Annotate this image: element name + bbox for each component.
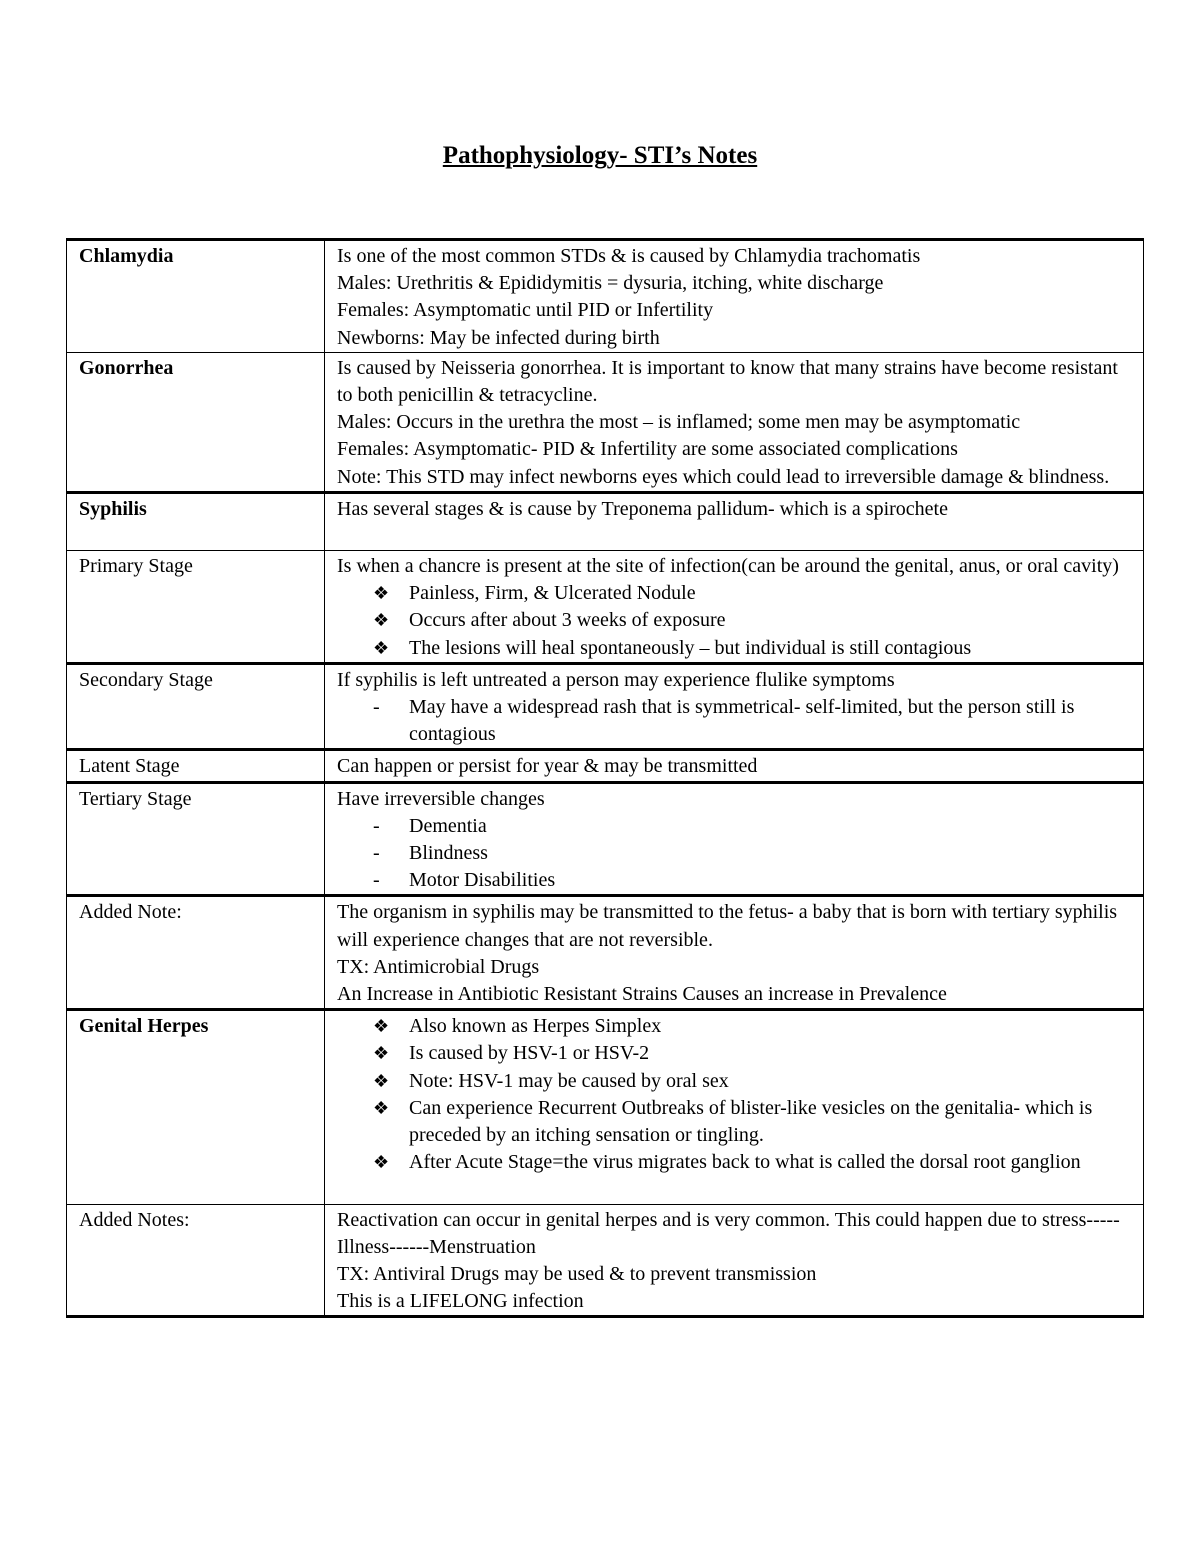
list-item: - May have a widespread rash that is symmetrical- self-limited, but the person still is contagious [373, 696, 1075, 746]
page-title: Pathophysiology- STI’s Notes [442, 142, 758, 169]
text-line: Is caused by Neisseria gonorrhea. It is important to know that many strains have become resistant to both penicillin & tetracycline. [337, 356, 1118, 407]
row-content [325, 1204, 1144, 1317]
row-content [325, 492, 1144, 550]
diamond-bullet-icon: ❖ [373, 1097, 390, 1118]
dash-list [337, 813, 1133, 895]
text-line: Is when a chancre is present at the site of infection(can be around the genital, anus, or oral cavity) [337, 555, 1119, 578]
diamond-bullet-icon: ❖ [373, 610, 390, 631]
row-content [325, 240, 1144, 353]
table-row-latent-stage [67, 750, 1144, 782]
row-content [325, 896, 1144, 1010]
list-item: ❖ Can experience Recurrent Outbreaks of blister-like vesicles on the genitalia- which is preceded by an itching sensation or tingling. [373, 1096, 1093, 1147]
row-label: Primary Stage [67, 551, 325, 664]
text-line: Note: This STD may infect newborns eyes which could lead to irreversible damage & blindness. [337, 465, 1110, 488]
row-label: Tertiary Stage [67, 782, 325, 896]
text-line: Newborns: May be infected during birth [337, 326, 660, 349]
text-line: Females: Asymptomatic- PID & Infertility are some associated complications [337, 438, 958, 461]
row-content [325, 551, 1144, 664]
table-row-genital-herpes [67, 1010, 1144, 1204]
dash-bullet: - [373, 842, 380, 865]
row-label: Chlamydia [67, 240, 325, 353]
dash-bullet: - [373, 814, 380, 837]
text-line: Has several stages & is cause by Treponema pallidum- which is a spirochete [337, 497, 948, 520]
text-line: Can happen or persist for year & may be transmitted [337, 755, 758, 778]
dash-list [337, 694, 1133, 748]
text-line: An Increase in Antibiotic Resistant Strains Causes an increase in Prevalence [337, 983, 947, 1006]
table-row-primary-stage [67, 551, 1144, 664]
text-line: This is a LIFELONG infection [337, 1290, 584, 1313]
row-label: Added Notes: [67, 1204, 325, 1317]
text-line: Reactivation can occur in genital herpes and is very common. This could happen due to stress-----Illness------Menstruation [337, 1208, 1120, 1258]
text-line: If syphilis is left untreated a person may experience flulike symptoms [337, 668, 895, 691]
row-label: Latent Stage [67, 750, 325, 782]
text-line: TX: Antiviral Drugs may be used & to prevent transmission [337, 1262, 817, 1285]
list-item: ❖ The lesions will heal spontaneously – but individual is still contagious [337, 635, 1133, 662]
row-content [325, 1010, 1144, 1204]
table-row-added-notes [67, 1204, 1144, 1317]
text-line: Is one of the most common STDs & is caused by Chlamydia trachomatis [337, 245, 921, 267]
row-content [325, 782, 1144, 896]
list-item: ❖ Note: HSV-1 may be caused by oral sex [337, 1068, 1133, 1095]
diamond-bullet-icon: ❖ [373, 1016, 390, 1037]
list-item: ❖ After Acute Stage=the virus migrates back to what is called the dorsal root ganglion [337, 1149, 1133, 1176]
row-label: Gonorrhea [67, 352, 325, 492]
row-label: Syphilis [67, 492, 325, 550]
text-line: Females: Asymptomatic until PID or Infertility [337, 299, 714, 322]
bullet-list [337, 580, 1133, 662]
list-item: ❖ Occurs after about 3 weeks of exposure [337, 607, 1133, 634]
list-item: - Motor Disabilities [337, 867, 1133, 894]
diamond-bullet-icon: ❖ [373, 1043, 390, 1064]
table-row-added-note [67, 896, 1144, 1010]
sti-notes-table [66, 238, 1144, 1318]
row-content [325, 750, 1144, 782]
table-row-secondary-stage [67, 663, 1144, 750]
list-item: - Dementia [337, 813, 1133, 840]
diamond-bullet-icon: ❖ [373, 1070, 390, 1091]
list-item: ❖ Is caused by HSV-1 or HSV-2 [337, 1040, 1133, 1067]
list-item: ❖ Painless, Firm, & Ulcerated Nodule [337, 580, 1133, 607]
row-content [325, 352, 1144, 492]
text-line: Have irreversible changes [337, 787, 545, 810]
list-item: - Blindness [337, 840, 1133, 867]
row-label: Genital Herpes [67, 1010, 325, 1204]
row-label: Secondary Stage [67, 663, 325, 750]
diamond-bullet-icon: ❖ [373, 1152, 390, 1173]
table-row-tertiary-stage [67, 782, 1144, 896]
table-row-gonorrhea [67, 352, 1144, 492]
dash-bullet: - [373, 869, 380, 892]
text-line: The organism in syphilis may be transmitted to the fetus- a baby that is born with tertiary syphilis will experience changes that are not reversible. [337, 901, 1118, 951]
bullet-list [337, 1013, 1133, 1176]
row-label: Added Note: [67, 896, 325, 1010]
list-item: ❖ Also known as Herpes Simplex [337, 1013, 1133, 1040]
diamond-bullet-icon: ❖ [373, 583, 390, 604]
dash-bullet: - [373, 696, 380, 719]
text-line: Males: Occurs in the urethra the most – is inflamed; some men may be asymptomatic [337, 411, 1021, 434]
table-row-chlamydia [67, 240, 1144, 353]
diamond-bullet-icon: ❖ [373, 637, 390, 658]
text-line: TX: Antimicrobial Drugs [337, 955, 540, 978]
text-line: Males: Urethritis & Epididymitis = dysuria, itching, white discharge [337, 272, 884, 295]
row-content [325, 663, 1144, 750]
table-row-syphilis [67, 492, 1144, 550]
